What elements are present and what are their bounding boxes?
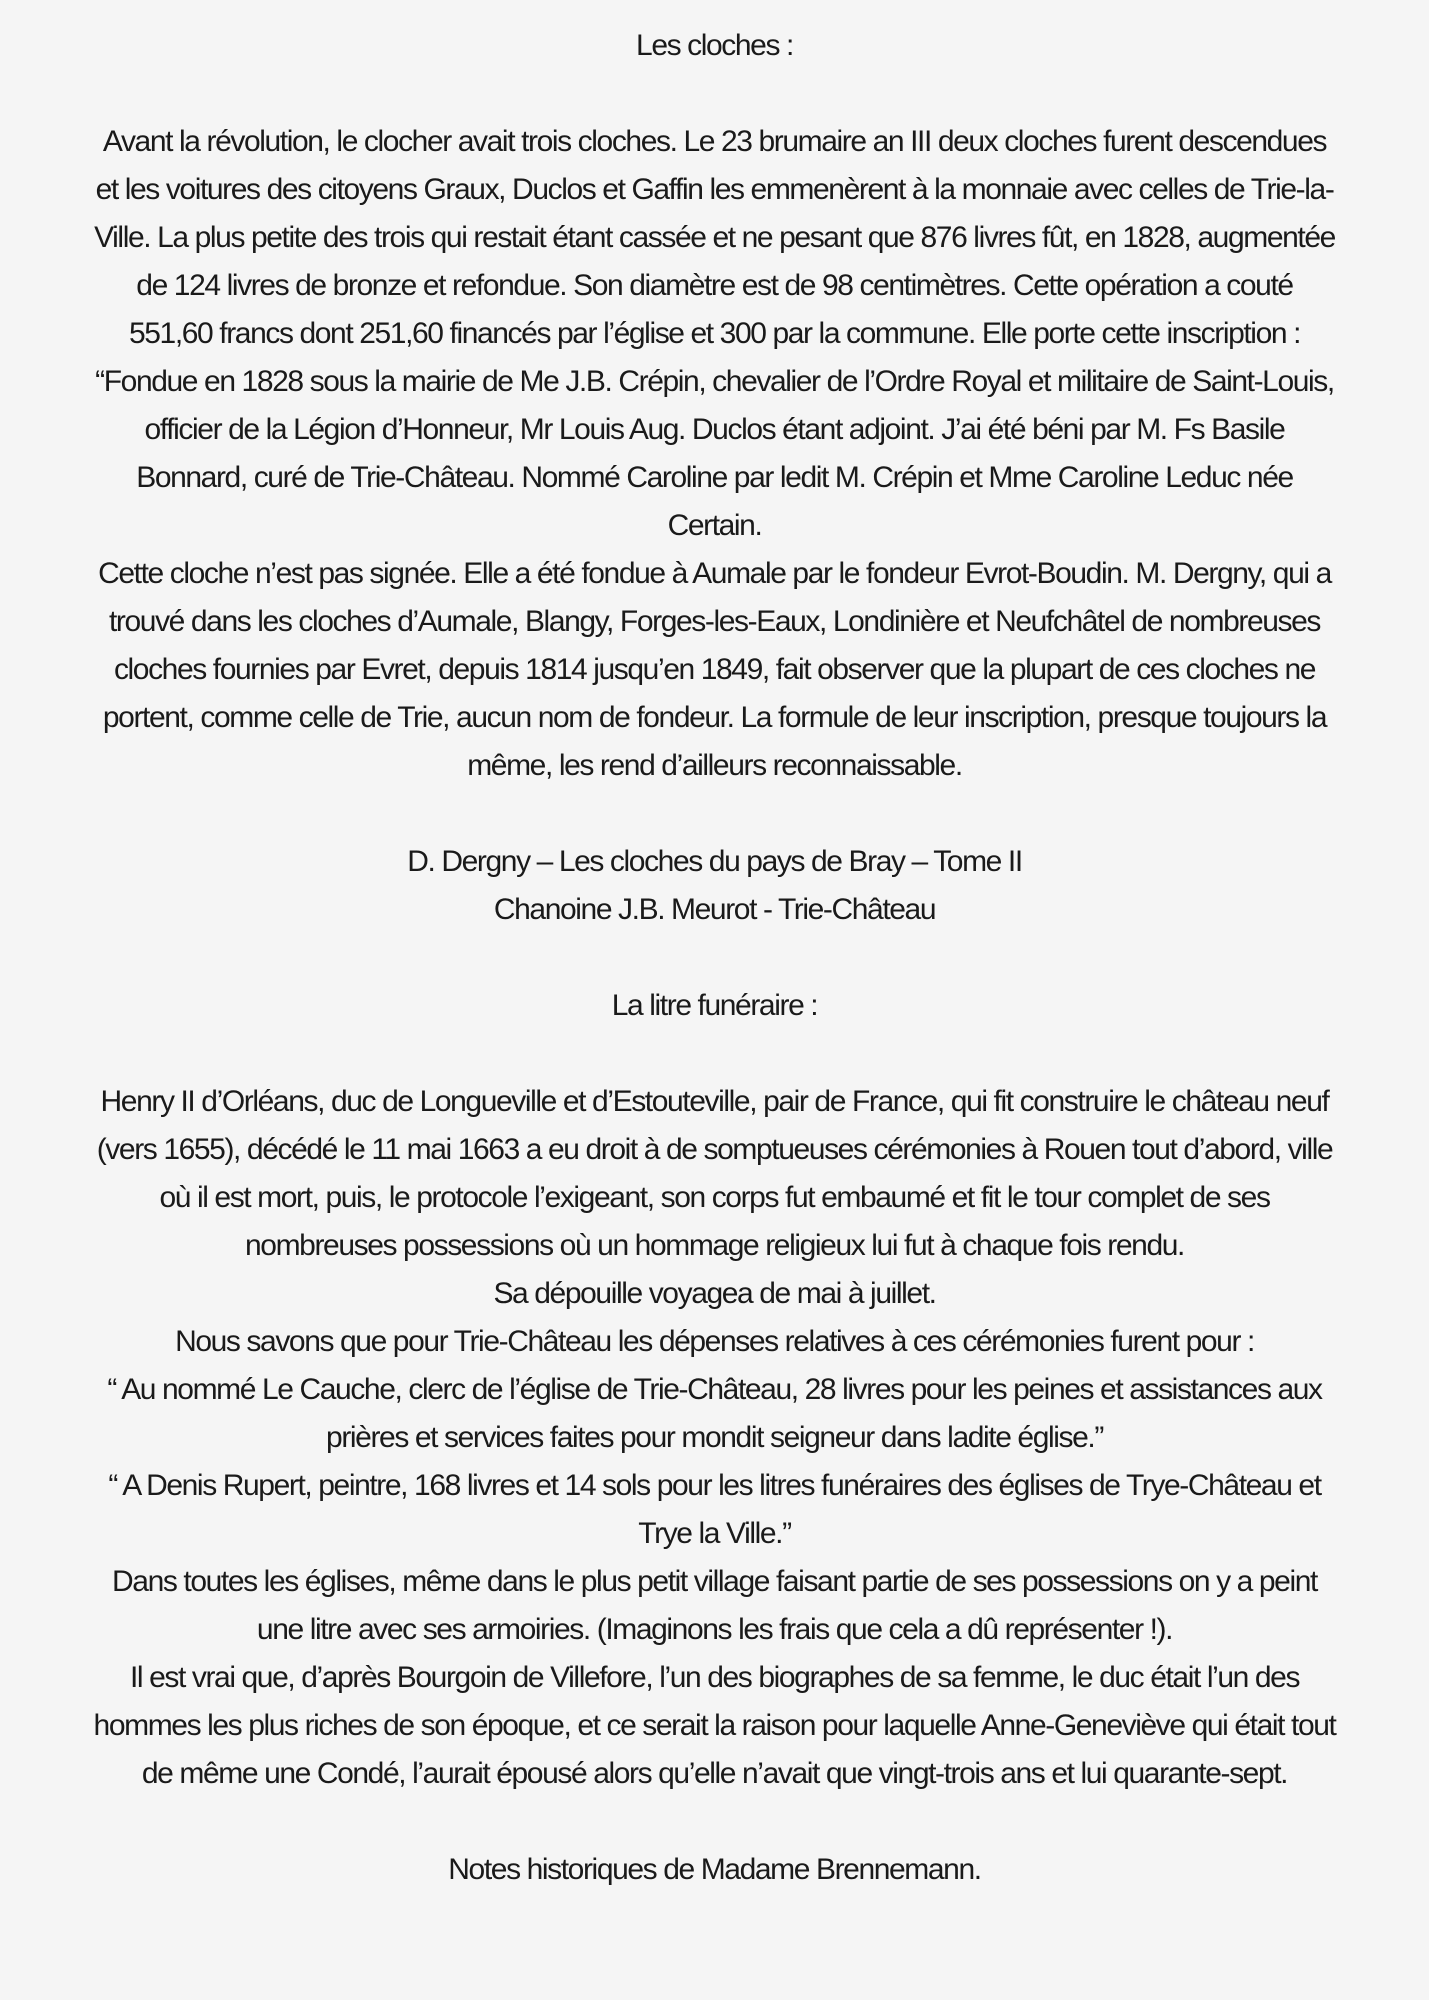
blank-line xyxy=(22,70,1407,118)
source-litre: Notes historiques de Madame Brennemann. xyxy=(448,1853,981,1886)
source-line: Chanoine J.B. Meurot - Trie-Château xyxy=(493,893,936,926)
text-line: de même une Condé, l’aurait épousé alors qu’elle n’avait que vingt-trois ans et lui quarante-sept. xyxy=(141,1757,1288,1790)
paragraph-cloches-founder xyxy=(22,550,1407,790)
blank-line xyxy=(22,934,1407,982)
text-line: une litre avec ses armoiries. (Imaginons les frais que cela a dû représenter !). xyxy=(256,1613,1173,1646)
heading-cloches: Les cloches : xyxy=(636,29,793,62)
sources-cloches xyxy=(22,838,1407,934)
text-line: de 124 livres de bronze et refondue. Son diamètre est de 98 centimètres. Cette opération a couté xyxy=(136,269,1293,302)
heading-litre: La litre funéraire : xyxy=(611,989,818,1022)
text-line: Certain. xyxy=(667,509,762,542)
text-line: Cette cloche n’est pas signée. Elle a été fondue à Aumale par le fondeur Evrot-Boudin. M. Dergny, qui a xyxy=(98,557,1331,590)
text-line: Il est vrai que, d’après Bourgoin de Villefore, l’un des biographes de sa femme, le duc était l’un des xyxy=(129,1661,1300,1694)
text-line: (vers 1655), décédé le 11 mai 1663 a eu droit à de somptueuses cérémonies à Rouen tout d’abord, ville xyxy=(96,1133,1333,1166)
text-line: Bonnard, curé de Trie-Château. Nommé Caroline par ledit M. Crépin et Mme Caroline Leduc née xyxy=(136,461,1293,494)
paragraph-litre xyxy=(22,1078,1407,1798)
text-line: Henry II d’Orléans, duc de Longueville et d’Estouteville, pair de France, qui fit construire le château neuf xyxy=(100,1085,1329,1118)
text-line: Avant la révolution, le clocher avait trois cloches. Le 23 brumaire an III deux cloches furent descendues xyxy=(102,125,1327,158)
text-line: officier de la Légion d’Honneur, Mr Louis Aug. Duclos étant adjoint. J’ai été béni par M. Fs Basile xyxy=(144,413,1285,446)
text-line: “Fondue en 1828 sous la mairie de Me J.B. Crépin, chevalier de l’Ordre Royal et militaire de Saint-Louis, xyxy=(95,365,1334,398)
text-line: trouvé dans les cloches d’Aumale, Blangy, Forges-les-Eaux, Londinière et Neufchâtel de nombreuses xyxy=(108,605,1321,638)
blank-line xyxy=(22,1798,1407,1846)
text-line: Trye la Ville.” xyxy=(638,1517,791,1550)
text-line: prières et services faites pour mondit seigneur dans ladite église.” xyxy=(326,1421,1103,1454)
blank-line xyxy=(22,790,1407,838)
text-line: où il est mort, puis, le protocole l’exigeant, son corps fut embaumé et fit le tour complet de ses xyxy=(159,1181,1270,1214)
text-line: hommes les plus riches de son époque, et ce serait la raison pour laquelle Anne-Geneviève qui était tout xyxy=(93,1709,1336,1742)
text-line: nombreuses possessions où un hommage religieux lui fut à chaque fois rendu. xyxy=(245,1229,1184,1262)
text-line: Ville. La plus petite des trois qui restait étant cassée et ne pesant que 876 livres fût, en 1828, augmentée xyxy=(94,221,1335,254)
text-line: cloches fournies par Evret, depuis 1814 jusqu’en 1849, fait observer que la plupart de ces cloches ne xyxy=(113,653,1316,686)
paragraph-cloches-history xyxy=(22,118,1407,550)
source-line: D. Dergny – Les cloches du pays de Bray – Tome II xyxy=(407,845,1022,878)
text-line: même, les rend d’ailleurs reconnaissable. xyxy=(467,749,962,782)
text-line: “ Au nommé Le Cauche, clerc de l’église de Trie-Château, 28 livres pour les peines et assistances aux xyxy=(107,1373,1322,1406)
text-line: “ A Denis Rupert, peintre, 168 livres et 14 sols pour les litres funéraires des églises de Trye-Château et xyxy=(108,1469,1321,1502)
text-line: Sa dépouille voyagea de mai à juillet. xyxy=(493,1277,936,1310)
text-line: portent, comme celle de Trie, aucun nom de fondeur. La formule de leur inscription, presque toujours la xyxy=(102,701,1327,734)
text-line: Dans toutes les églises, même dans le plus petit village faisant partie de ses possessions on y a peint xyxy=(112,1565,1317,1598)
text-line: et les voitures des citoyens Graux, Duclos et Gaffin les emmenèrent à la monnaie avec celles de Trie-la- xyxy=(95,173,1334,206)
text-line: Nous savons que pour Trie-Château les dépenses relatives à ces cérémonies furent pour : xyxy=(175,1325,1254,1358)
text-line: 551,60 francs dont 251,60 financés par l’église et 300 par la commune. Elle porte cette inscription : xyxy=(128,317,1301,350)
blank-line xyxy=(22,1030,1407,1078)
